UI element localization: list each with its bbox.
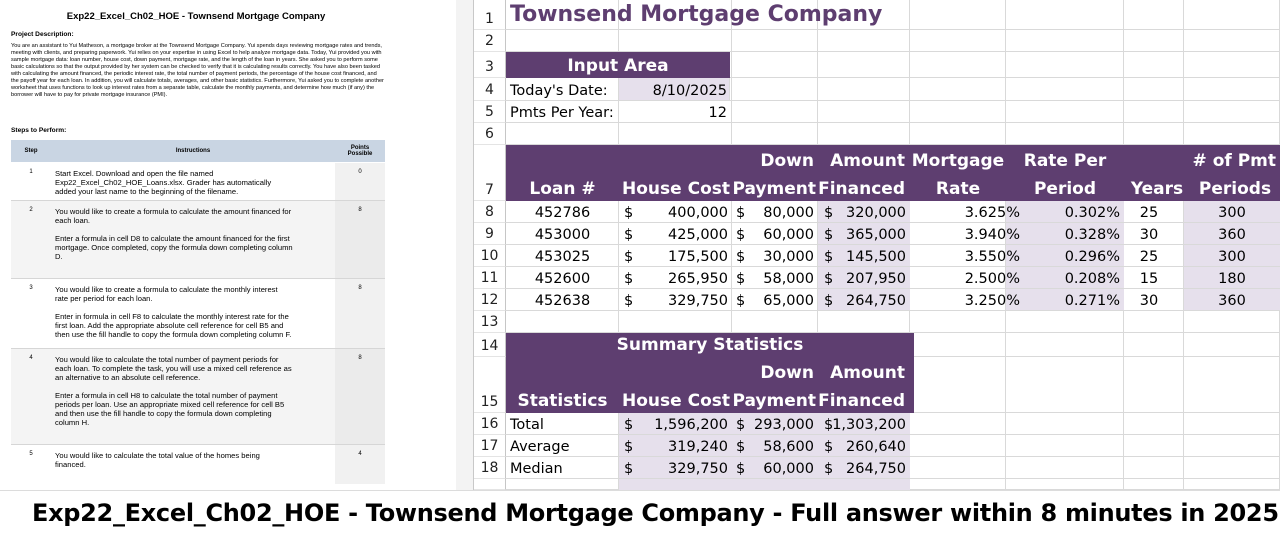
grid-cell[interactable]	[910, 435, 1006, 457]
step-number: 5	[11, 444, 51, 484]
grid-cell[interactable]	[910, 30, 1006, 52]
currency-symbol: $	[736, 271, 746, 287]
loan-number: 452600	[534, 271, 591, 287]
grid-cell[interactable]	[732, 311, 818, 333]
grid-cell[interactable]	[1124, 123, 1184, 145]
grid-cell[interactable]	[619, 30, 732, 52]
currency-symbol: $	[824, 439, 834, 455]
loan-number: 453000	[534, 227, 591, 243]
grid-cell[interactable]	[818, 52, 910, 78]
down-payment: 30,000	[763, 249, 814, 265]
step-paragraph: You would like to calculate the total value of the homes being financed.	[55, 450, 260, 469]
currency-symbol: $	[624, 227, 634, 243]
grid-cell[interactable]	[1184, 52, 1280, 78]
house-cost: 400,000	[668, 205, 728, 221]
row-header[interactable]: 16	[474, 413, 506, 435]
summary-down-payment: 60,000	[763, 461, 814, 477]
grid-cell[interactable]	[1124, 52, 1184, 78]
summary-down-payment: 293,000	[754, 417, 814, 433]
todays-date-label: Today's Date:	[510, 83, 608, 99]
grid-cell[interactable]	[1006, 78, 1124, 101]
summary-col-house-cost: House Cost	[622, 391, 730, 411]
grid-cell[interactable]	[1184, 413, 1280, 435]
step-number: 4	[11, 348, 51, 444]
currency-symbol: $	[624, 417, 634, 433]
grid-cell[interactable]	[910, 333, 1006, 357]
amount-financed: 365,000	[846, 227, 906, 243]
steps-table	[11, 140, 385, 484]
summary-amount-financed: 264,750	[846, 461, 906, 477]
step-paragraph: You would like to create a formula to calculate the monthly interest rate per period for each loan.	[55, 284, 278, 303]
house-cost: 175,500	[668, 249, 728, 265]
header-period-top: Rate Per	[1023, 151, 1107, 171]
step-row	[11, 278, 385, 348]
step-points: 8	[335, 200, 385, 278]
header-pmt-bottom: Periods	[1198, 179, 1272, 199]
row-header[interactable]: 1	[474, 0, 506, 30]
rate-per-period: 0.208%	[1064, 271, 1120, 287]
summary-down-payment: 58,600	[763, 439, 814, 455]
grid-cell[interactable]	[818, 30, 910, 52]
payment-periods: 360	[1218, 293, 1246, 309]
rate-per-period: 0.271%	[1064, 293, 1120, 309]
grid-cell[interactable]	[1006, 0, 1124, 30]
step-paragraph: You would like to create a formula to calculate the amount financed for each loan.	[55, 206, 292, 225]
grid-cell[interactable]	[732, 78, 818, 101]
currency-symbol: $	[624, 205, 634, 221]
step-points: 8	[335, 348, 385, 444]
step-row	[11, 162, 385, 200]
grid-cell[interactable]	[910, 78, 1006, 101]
currency-symbol: $	[624, 271, 634, 287]
currency-symbol: $	[824, 461, 834, 477]
row-header[interactable]	[474, 479, 506, 490]
header-rate-bottom: Rate	[935, 179, 981, 199]
house-cost: 329,750	[668, 293, 728, 309]
mortgage-rate: 3.250%	[964, 293, 1020, 309]
steps-heading: Steps to Perform:	[11, 127, 67, 134]
header-period-bottom: Period	[1033, 179, 1097, 199]
rate-per-period: 0.328%	[1064, 227, 1120, 243]
loan-number: 452638	[534, 293, 591, 309]
grid-cell[interactable]	[732, 101, 818, 123]
grid-cell[interactable]	[910, 52, 1006, 78]
grid-cell[interactable]	[1124, 78, 1184, 101]
sheet-title: Townsend Mortgage Company	[510, 2, 883, 27]
house-cost: 265,950	[668, 271, 728, 287]
down-payment: 60,000	[763, 227, 814, 243]
header-house-cost: House Cost	[622, 179, 730, 199]
step-number: 1	[11, 162, 51, 200]
row-header[interactable]: 12	[474, 289, 506, 311]
summary-amount-financed: 260,640	[846, 439, 906, 455]
payment-periods: 360	[1218, 227, 1246, 243]
summary-house-cost: 329,750	[668, 461, 728, 477]
grid-cell[interactable]	[1124, 413, 1184, 435]
project-description: You are an assistant to Yui Matheson, a mortgage broker at the Townsend Mortgage Company. Yui spends days reviewing mortgage rates and trends, meeting with clients, and preparing paperwork. Yui relies on your expertise in using Excel to help analyze mortgage data. Today, Yui provided you with sample mortgage data: loan number, house cost, down payment, mortgage rate, and the length of the loan in years. She asked you to perform some basic calculations so that the output provided by her system can be checked to verify that it is calculating results correctly. You have also been tasked with calculating the amount financed, the periodic interest rate, the total number of payment periods, the percentage of the house cost financed, and the payoff year for each loan. In addition, you will calculate totals, averages, and other basic statistics. Furthermore, Yui asked you to complete another worksheet that uses functions to look up interest rates from a separate table, calculate the monthly payments, and determine how much (if any) the borrower will have to pay for private mortgage insurance (PMI).	[11, 43, 384, 98]
mortgage-rate: 3.550%	[964, 249, 1020, 265]
row-header[interactable]: 18	[474, 457, 506, 479]
grid-cell[interactable]	[818, 101, 910, 123]
header-years: Years	[1130, 179, 1184, 199]
grid-cell[interactable]	[1006, 101, 1124, 123]
step-number: 2	[11, 200, 51, 278]
step-instructions	[51, 444, 335, 484]
grid-cell[interactable]	[910, 0, 1006, 30]
statistic-label: Total	[510, 417, 544, 433]
down-payment: 58,000	[763, 271, 814, 287]
rate-per-period: 0.302%	[1064, 205, 1120, 221]
currency-symbol: $	[736, 461, 746, 477]
summary-house-cost: 319,240	[668, 439, 728, 455]
grid-cell[interactable]	[1006, 30, 1124, 52]
header-pmt-top: # of Pmt	[1192, 151, 1276, 171]
grid-cell[interactable]	[1006, 52, 1124, 78]
grid-cell[interactable]	[619, 311, 732, 333]
row-header[interactable]: 11	[474, 267, 506, 289]
grid-cell[interactable]	[506, 311, 619, 333]
step-instructions	[51, 162, 335, 200]
summary-amount-financed: 1,303,200	[832, 417, 906, 433]
grid-cell[interactable]	[1184, 30, 1280, 52]
mortgage-rate: 2.500%	[964, 271, 1020, 287]
row-header[interactable]: 9	[474, 223, 506, 245]
amount-financed: 264,750	[846, 293, 906, 309]
grid-cell[interactable]	[1006, 311, 1124, 333]
currency-symbol: $	[824, 227, 834, 243]
shaded-cell[interactable]	[619, 479, 910, 490]
grid-cell[interactable]	[732, 52, 818, 78]
grid-cell[interactable]	[910, 101, 1006, 123]
grid-cell[interactable]	[818, 311, 910, 333]
grid-cell[interactable]	[1184, 435, 1280, 457]
caption-text: Exp22_Excel_Ch02_HOE - Townsend Mortgage Company - Full answer within 8 minutes in 2025	[32, 499, 1279, 527]
row-header[interactable]: 10	[474, 245, 506, 267]
instructions-document	[0, 0, 456, 490]
currency-symbol: $	[736, 439, 746, 455]
amount-financed: 320,000	[846, 205, 906, 221]
grid-cell[interactable]	[1124, 457, 1184, 479]
steps-body	[11, 162, 385, 484]
project-heading: Project Description:	[11, 31, 74, 38]
document-title: Exp22_Excel_Ch02_HOE - Townsend Mortgage Company	[66, 11, 326, 22]
step-instructions	[51, 348, 335, 444]
row-header[interactable]: 7	[474, 145, 506, 201]
step-number: 3	[11, 278, 51, 348]
payment-periods: 300	[1218, 205, 1246, 221]
mortgage-rate: 3.625%	[964, 205, 1020, 221]
step-paragraph: Start Excel. Download and open the file named Exp22_Excel_Ch02_HOE_Loans.xlsx. Grader has automatically added your last name to the beginning of the filename.	[55, 168, 272, 196]
grid-cell[interactable]	[1124, 435, 1184, 457]
step-paragraph: You would like to calculate the total number of payment periods for each loan. To complete the task, you will use a mixed cell reference as an alternative to an absolute cell reference.	[55, 354, 292, 382]
grid-cell[interactable]	[1006, 479, 1124, 490]
down-payment: 80,000	[763, 205, 814, 221]
grid-cell[interactable]	[1184, 357, 1280, 413]
currency-symbol: $	[824, 417, 834, 433]
summary-col-statistics: Statistics	[517, 391, 608, 411]
step-points: 8	[335, 278, 385, 348]
col-points: Points Possible	[335, 140, 385, 162]
grid-cell[interactable]	[1124, 311, 1184, 333]
grid-cell[interactable]	[910, 479, 1006, 490]
header-loan-number: Loan #	[529, 179, 596, 199]
grid-cell[interactable]	[1124, 357, 1184, 413]
grid-cell[interactable]	[1124, 479, 1184, 490]
amount-financed: 145,500	[846, 249, 906, 265]
row-header[interactable]: 5	[474, 101, 506, 123]
years: 25	[1139, 249, 1159, 265]
down-payment: 65,000	[763, 293, 814, 309]
grid-cell[interactable]	[1124, 101, 1184, 123]
row-header[interactable]: 8	[474, 201, 506, 223]
row-header[interactable]: 13	[474, 311, 506, 333]
grid-cell[interactable]	[1006, 435, 1124, 457]
grid-cell[interactable]	[506, 30, 619, 52]
row-header[interactable]: 4	[474, 78, 506, 101]
statistic-label: Median	[510, 461, 563, 477]
pmts-per-year-label: Pmts Per Year:	[510, 105, 614, 121]
loan-number: 452786	[534, 205, 591, 221]
years: 30	[1139, 293, 1159, 309]
currency-symbol: $	[824, 271, 834, 287]
row-header[interactable]: 17	[474, 435, 506, 457]
grid-cell[interactable]	[910, 413, 1006, 435]
house-cost: 425,000	[668, 227, 728, 243]
currency-symbol: $	[736, 293, 746, 309]
step-paragraph: Enter a formula in cell H8 to calculate the total number of payment periods per loan. Use an appropriate mixed cell reference for cell B5 and then use the fill handle to copy the formula down completing column H.	[55, 390, 285, 427]
header-amount-bottom: Financed	[818, 179, 905, 199]
currency-symbol: $	[824, 249, 834, 265]
spreadsheet-grid[interactable]	[474, 0, 1280, 490]
grid-cell[interactable]	[1006, 457, 1124, 479]
step-paragraph: Enter in formula in cell F8 to calculate the monthly interest rate for the first loan. Add the appropriate absolute cell reference for cell B5 and then use the fill handle to copy the formula down completing column F.	[55, 311, 292, 339]
grid-cell[interactable]	[910, 311, 1006, 333]
grid-cell[interactable]	[910, 457, 1006, 479]
currency-symbol: $	[624, 249, 634, 265]
summary-title: Summary Statistics	[616, 335, 804, 355]
grid-cell[interactable]	[1184, 479, 1280, 490]
step-points: 4	[335, 444, 385, 484]
grid-cell[interactable]	[1006, 413, 1124, 435]
step-paragraph: Enter a formula in cell D8 to calculate the amount financed for the first mortgage. Once completed, copy the formula down completing column D.	[55, 233, 293, 261]
currency-symbol: $	[624, 293, 634, 309]
payment-periods: 300	[1218, 249, 1246, 265]
pmts-per-year-value: 12	[708, 105, 727, 121]
window-divider	[456, 0, 474, 490]
grid-cell[interactable]	[1006, 357, 1124, 413]
step-row	[11, 348, 385, 444]
todays-date-value: 8/10/2025	[652, 83, 727, 99]
grid-cell[interactable]	[506, 479, 619, 490]
header-down-top: Down	[760, 151, 814, 171]
statistic-label: Average	[510, 439, 570, 455]
summary-house-cost: 1,596,200	[654, 417, 728, 433]
currency-symbol: $	[736, 249, 746, 265]
grid-cell[interactable]	[1184, 101, 1280, 123]
loan-number: 453025	[534, 249, 591, 265]
currency-symbol: $	[824, 205, 834, 221]
row-header[interactable]: 14	[474, 333, 506, 357]
amount-financed: 207,950	[846, 271, 906, 287]
step-points: 0	[335, 162, 385, 200]
grid-cell[interactable]	[1184, 123, 1280, 145]
header-down-bottom: Payment	[732, 179, 816, 199]
currency-symbol: $	[624, 439, 634, 455]
payment-periods: 180	[1218, 271, 1246, 287]
row-header[interactable]: 2	[474, 30, 506, 52]
grid-cell[interactable]	[910, 357, 1006, 413]
grid-cell[interactable]	[818, 123, 910, 145]
grid-cell[interactable]	[1006, 123, 1124, 145]
header-rate-top: Mortgage	[911, 151, 1005, 171]
currency-symbol: $	[736, 205, 746, 221]
currency-symbol: $	[824, 293, 834, 309]
grid-cell[interactable]	[1124, 30, 1184, 52]
grid-cell[interactable]	[1184, 78, 1280, 101]
row-header[interactable]: 3	[474, 52, 506, 78]
grid-cell[interactable]	[1184, 0, 1280, 30]
years: 30	[1139, 227, 1159, 243]
rate-per-period: 0.296%	[1064, 249, 1120, 265]
grid-cell[interactable]	[1184, 311, 1280, 333]
grid-cell[interactable]	[1184, 333, 1280, 357]
input-area-title: Input Area	[567, 56, 669, 76]
grid-cell[interactable]	[818, 78, 910, 101]
step-instructions	[51, 200, 335, 278]
summary-col-down-bottom: Payment	[732, 391, 816, 411]
years: 25	[1139, 205, 1159, 221]
grid-cell[interactable]	[732, 123, 818, 145]
grid-cell[interactable]	[619, 123, 732, 145]
col-instructions: Instructions	[51, 140, 335, 162]
currency-symbol: $	[736, 417, 746, 433]
grid-cell[interactable]	[732, 30, 818, 52]
header-amount-top: Amount	[830, 151, 905, 171]
grid-cell[interactable]	[1124, 333, 1184, 357]
col-step: Step	[11, 140, 51, 162]
grid-cell[interactable]	[506, 123, 619, 145]
video-caption	[0, 490, 1280, 540]
years: 15	[1139, 271, 1159, 287]
grid-cell[interactable]	[1006, 333, 1124, 357]
step-instructions	[51, 278, 335, 348]
row-header[interactable]: 6	[474, 123, 506, 145]
currency-symbol: $	[624, 461, 634, 477]
grid-cell[interactable]	[910, 123, 1006, 145]
grid-cell[interactable]	[1184, 457, 1280, 479]
step-row	[11, 444, 385, 484]
mortgage-rate: 3.940%	[964, 227, 1020, 243]
summary-col-amount-bottom: Financed	[818, 391, 905, 411]
step-row	[11, 200, 385, 278]
row-header[interactable]: 15	[474, 357, 506, 413]
summary-col-down-top: Down	[760, 363, 814, 383]
currency-symbol: $	[736, 227, 746, 243]
summary-col-amount-top: Amount	[830, 363, 905, 383]
grid-cell[interactable]	[1124, 0, 1184, 30]
